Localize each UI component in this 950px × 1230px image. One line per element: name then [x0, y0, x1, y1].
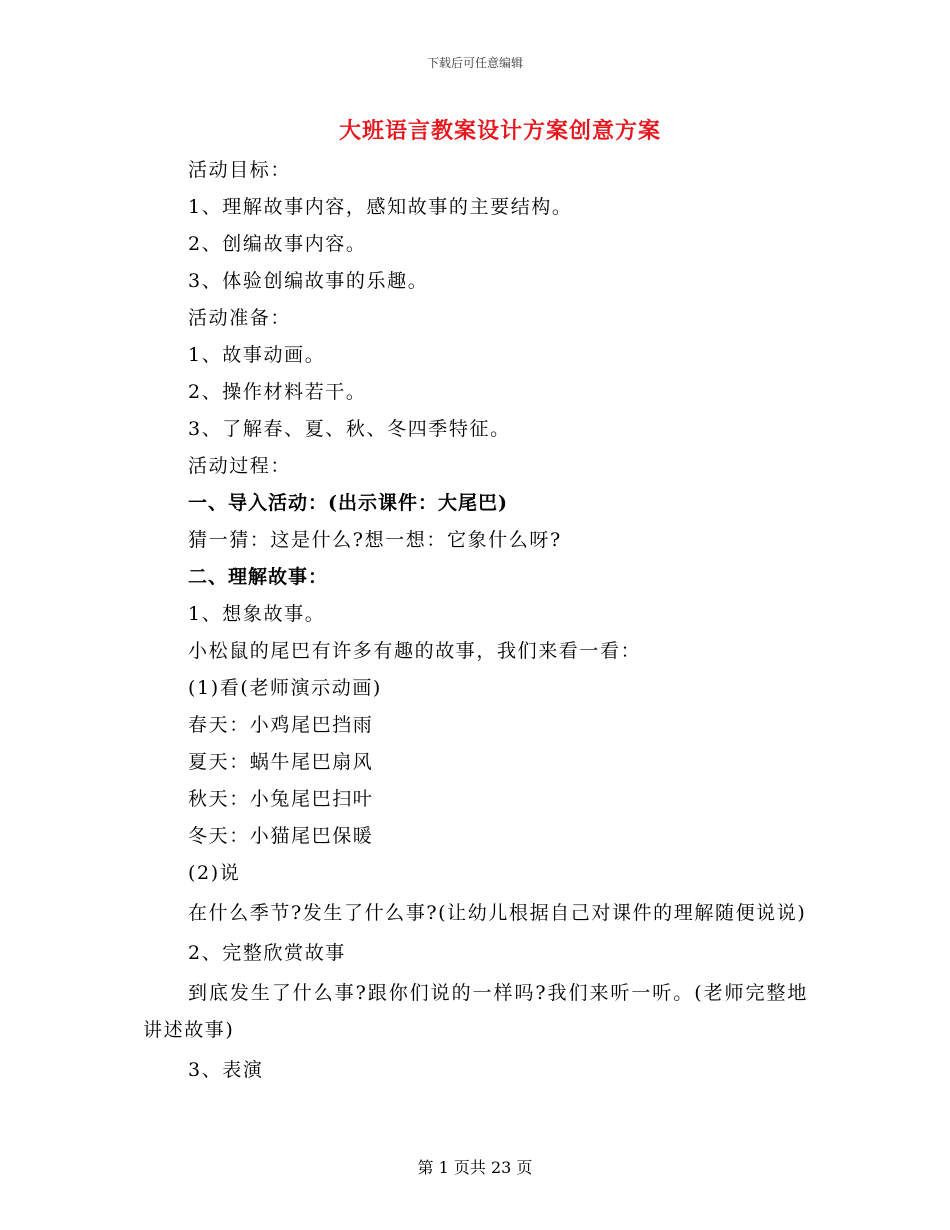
- document-body: [143, 152, 808, 1089]
- paragraph: 猜一猜：这是什么?想一想：它象什么呀?: [188, 529, 562, 551]
- paragraph: (2)说: [188, 862, 241, 884]
- paragraph: 在什么季节?发生了什么事?(让幼儿根据自己对课件的理解随便说说): [188, 902, 807, 924]
- header-note: 下载后可任意编辑: [426, 56, 523, 70]
- section-heading-preparation: 活动准备：: [188, 307, 292, 329]
- paragraph: 3、表演: [188, 1059, 264, 1081]
- paragraph: 到底发生了什么事?跟你们说的一样吗?我们来听一听。(老师完整地讲述故事): [143, 982, 808, 1041]
- document-title: 大班语言教案设计方案创意方案: [338, 118, 661, 144]
- section-heading-process: 活动过程：: [188, 455, 292, 477]
- paragraph: 冬天：小猫尾巴保暖: [188, 825, 374, 847]
- paragraph: 2、操作材料若干。: [188, 381, 367, 403]
- paragraph: 小松鼠的尾巴有许多有趣的故事，我们来看一看：: [188, 640, 642, 662]
- paragraph: 1、理解故事内容，感知故事的主要结构。: [188, 196, 573, 218]
- bold-heading-intro: 一、导入活动：(出示课件：大尾巴): [188, 492, 508, 514]
- paragraph: 春天：小鸡尾巴挡雨: [188, 714, 374, 736]
- paragraph: 1、想象故事。: [188, 603, 326, 625]
- page-footer: 第 1 页共 23 页: [417, 1158, 533, 1177]
- section-heading-objectives: 活动目标：: [188, 159, 292, 181]
- paragraph: 2、完整欣赏故事: [188, 942, 346, 964]
- paragraph: (1)看(老师演示动画): [188, 677, 382, 699]
- paragraph: 3、体验创编故事的乐趣。: [188, 270, 429, 292]
- paragraph: 3、了解春、夏、秋、冬四季特征。: [188, 418, 511, 440]
- paragraph: 1、故事动画。: [188, 344, 326, 366]
- paragraph: 夏天：蜗牛尾巴扇风: [188, 751, 374, 773]
- paragraph: 秋天：小兔尾巴扫叶: [188, 788, 374, 810]
- paragraph: 2、创编故事内容。: [188, 233, 367, 255]
- bold-heading-understand: 二、理解故事：: [188, 566, 329, 588]
